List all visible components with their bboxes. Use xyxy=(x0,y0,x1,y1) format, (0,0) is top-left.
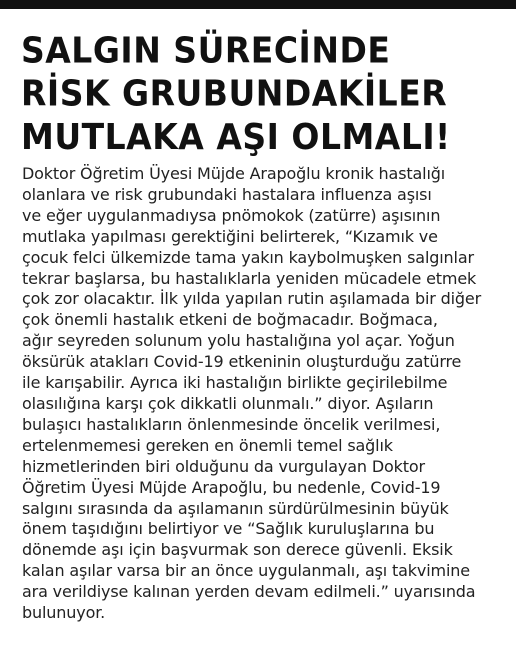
article-line: ve eğer uygulanmadıysa pnömokok (zatürre) aşısının xyxy=(22,205,441,225)
top-rule xyxy=(0,0,516,9)
headline-line: RİSK GRUBUNDAKİLER xyxy=(21,72,448,115)
article-line: çok zor olacaktır. İlk yılda yapılan rutin aşılamada bir diğer xyxy=(22,289,482,309)
article-line: olasılığına karşı çok dikkatli olunmalı.” diyor. Aşıların xyxy=(22,393,434,413)
article-line: ağır seyreden solunum yolu hastalığına yol açar. Yoğun xyxy=(22,331,455,351)
article-line: kalan aşılar varsa bir an önce uygulanmalı, aşı takvimine xyxy=(22,561,470,581)
article-line: mutlaka yapılması gerektiğini belirterek, “Kızamık ve xyxy=(22,226,438,246)
article-line: salgını sırasında da aşılamanın sürdürülmesinin büyük xyxy=(22,498,449,518)
headline-line: MUTLAKA AŞI OLMALI! xyxy=(21,115,451,158)
article-line: ertelenmemesi gereken en önemli temel sağlık xyxy=(22,435,393,455)
article-line: dönemde aşı için başvurmak son derece güvenli. Eksik xyxy=(22,540,453,560)
headline-line: SALGIN SÜRECİNDE xyxy=(21,29,391,72)
article-line: önem taşıdığını belirtiyor ve “Sağlık kuruluşlarına bu xyxy=(22,519,435,539)
article-body xyxy=(22,164,512,624)
article-line: bulaşıcı hastalıkların önlenmesinde öncelik verilmesi, xyxy=(22,414,441,434)
article-line: hizmetlerinden biri olduğunu da vurgulayan Doktor xyxy=(22,456,425,476)
article-line: öksürük atakları Covid-19 etkeninin oluşturduğu zatürre xyxy=(22,352,462,372)
article-line: olanlara ve risk grubundaki hastalara influenza aşısı xyxy=(22,184,432,204)
article-line: Doktor Öğretim Üyesi Müjde Arapoğlu kronik hastalığı xyxy=(22,164,446,183)
article-line: çocuk felci ülkemizde tama yakın kaybolmuşken salgınlar xyxy=(22,247,474,267)
article-line: tekrar başlarsa, bu hastalıklarla yeniden mücadele etmek xyxy=(22,268,477,288)
article-line: ara verildiyse kalınan yerden devam edilmeli.” uyarısında xyxy=(22,582,476,602)
article-line: çok önemli hastalık etkeni de boğmacadır. Boğmaca, xyxy=(22,310,438,330)
article-line: bulunuyor. xyxy=(22,603,106,623)
article-line: Öğretim Üyesi Müjde Arapoğlu, bu nedenle, Covid-19 xyxy=(22,477,441,497)
headline xyxy=(21,29,501,159)
article-line: ile karışabilir. Ayrıca iki hastalığın birlikte geçirilebilme xyxy=(22,373,448,393)
